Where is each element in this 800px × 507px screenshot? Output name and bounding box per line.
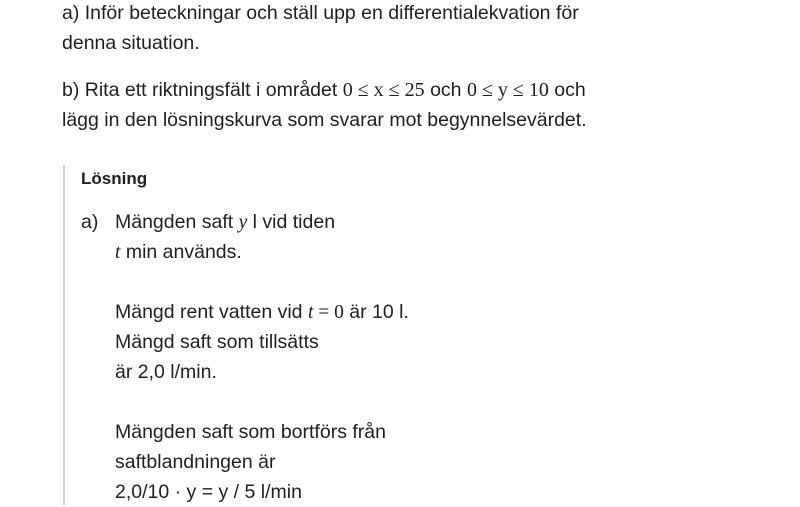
question-b-line-2: lägg in den lösningskurva som svarar mot begynnelsevärdet.	[62, 109, 587, 131]
question-b-prefix: b) Rita ett riktningsfält i området	[62, 79, 343, 101]
question-a	[62, 0, 762, 58]
solution-line-3: Mängd rent vatten vid t = 0 är 10 l.	[115, 301, 409, 323]
spacer	[115, 267, 715, 297]
range-y-math: 0 ≤ y ≤ 10	[466, 79, 549, 101]
solution-part-marker: a)	[81, 211, 99, 233]
solution-line-4: Mängd saft som tillsätts	[115, 331, 319, 353]
solution-title: Lösning	[81, 169, 148, 188]
question-b-suffix: och	[548, 79, 586, 101]
question-a-line-1: a) Inför beteckningar och ställ upp en differentialekvation för	[62, 2, 579, 24]
solution-body	[115, 207, 715, 507]
solution-line-5: är 2,0 l/min.	[115, 361, 217, 383]
question-b	[62, 75, 762, 135]
solution-line-2: t min används.	[115, 241, 242, 263]
spacer	[115, 387, 715, 417]
question-b-middle: och	[424, 79, 467, 101]
solution-line-7: saftblandningen är	[115, 451, 276, 473]
solution-line-1: Mängden saft y l vid tiden	[115, 211, 336, 233]
var-t: t	[307, 302, 314, 323]
solution-line-6: Mängden saft som bortförs från	[115, 421, 386, 443]
var-y: y	[238, 212, 248, 233]
var-t: t	[115, 242, 121, 263]
solution-line-8: 2,0/10 · y = y / 5 l/min	[115, 481, 302, 503]
question-a-line-2: denna situation.	[62, 32, 200, 54]
range-x-math: 0 ≤ x ≤ 25	[342, 79, 425, 101]
solution-box	[63, 165, 765, 505]
